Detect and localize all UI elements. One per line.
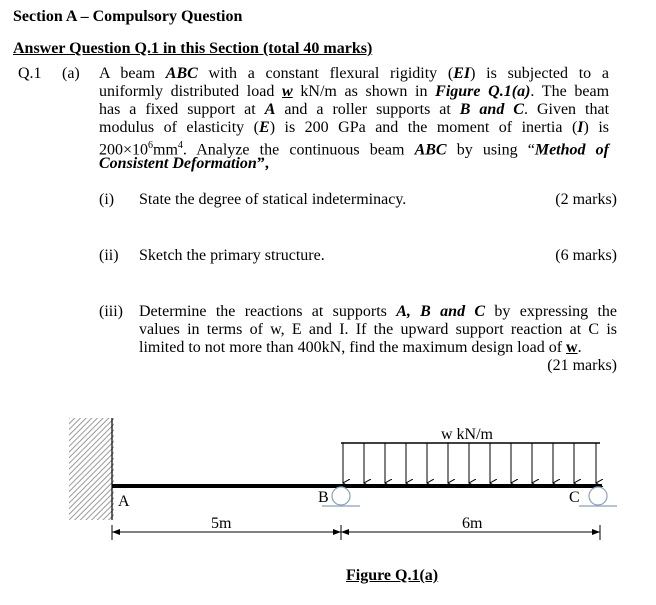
sub-iii-line-1: Determine the reactions at supports A, B and C by expressing the [139, 303, 618, 320]
sub-iii-line-3: limited to not more than 400kN, find the maximum design load of w. [139, 339, 582, 356]
sub-ii-text: Sketch the primary structure. [139, 247, 325, 264]
intro-line-4: modulus of elasticity (E) is 200 GPa and the moment of inertia (I) is [99, 119, 610, 136]
sub-iii-number: (iii) [99, 303, 123, 320]
roller-support-b-icon [332, 487, 350, 505]
span-bc-label: 6m [462, 515, 483, 532]
section-title: Section A – Compulsory Question [13, 8, 243, 25]
sub-iii-marks: (21 marks) [547, 357, 617, 374]
fixed-wall-hatch [69, 418, 114, 520]
question-number: Q.1 [18, 65, 42, 82]
dim-arrowhead [333, 529, 341, 535]
sub-ii-number: (ii) [99, 247, 119, 264]
question-part: (a) [62, 65, 80, 82]
section-instruction: Answer Question Q.1 in this Section (total 40 marks) [13, 40, 373, 57]
figure-caption: Figure Q.1(a) [346, 567, 439, 584]
dim-arrowhead [112, 529, 120, 535]
udl-arrows [343, 443, 596, 483]
sub-iii-line-2: values in terms of w, E and I. If the upward support reaction at C is [139, 321, 617, 338]
sub-i-marks: (2 marks) [555, 191, 617, 208]
intro-line-5: $200\times 10^6mm^4$. Analyze the continuous beam ABC by using “Method of [99, 140, 610, 159]
intro-line-1: A beam ABC with a constant flexural rigidity (EI) is subjected to a [99, 65, 609, 82]
label-c: C [569, 489, 580, 506]
load-label: w kN/m [441, 426, 493, 443]
label-b: B [318, 489, 329, 506]
intro-line-6: Consistent Deformation”, [99, 155, 269, 172]
span-ab-label: 5m [211, 515, 232, 532]
label-a: A [118, 493, 130, 510]
intro-line-3: has a fixed support at A and a roller supports at B and C. Given that [99, 101, 610, 118]
sub-i-number: (i) [99, 191, 115, 208]
beam-abc [112, 484, 602, 488]
sub-ii-marks: (6 marks) [555, 247, 617, 264]
intro-line-2: uniformly distributed load w kN/m as shown in Figure Q.1(a). The beam [99, 83, 610, 100]
dim-arrowhead [592, 529, 600, 535]
roller-support-c-icon [589, 487, 607, 505]
dim-arrowhead [341, 529, 349, 535]
sub-i-text: State the degree of statical indeterminacy. [139, 191, 407, 208]
